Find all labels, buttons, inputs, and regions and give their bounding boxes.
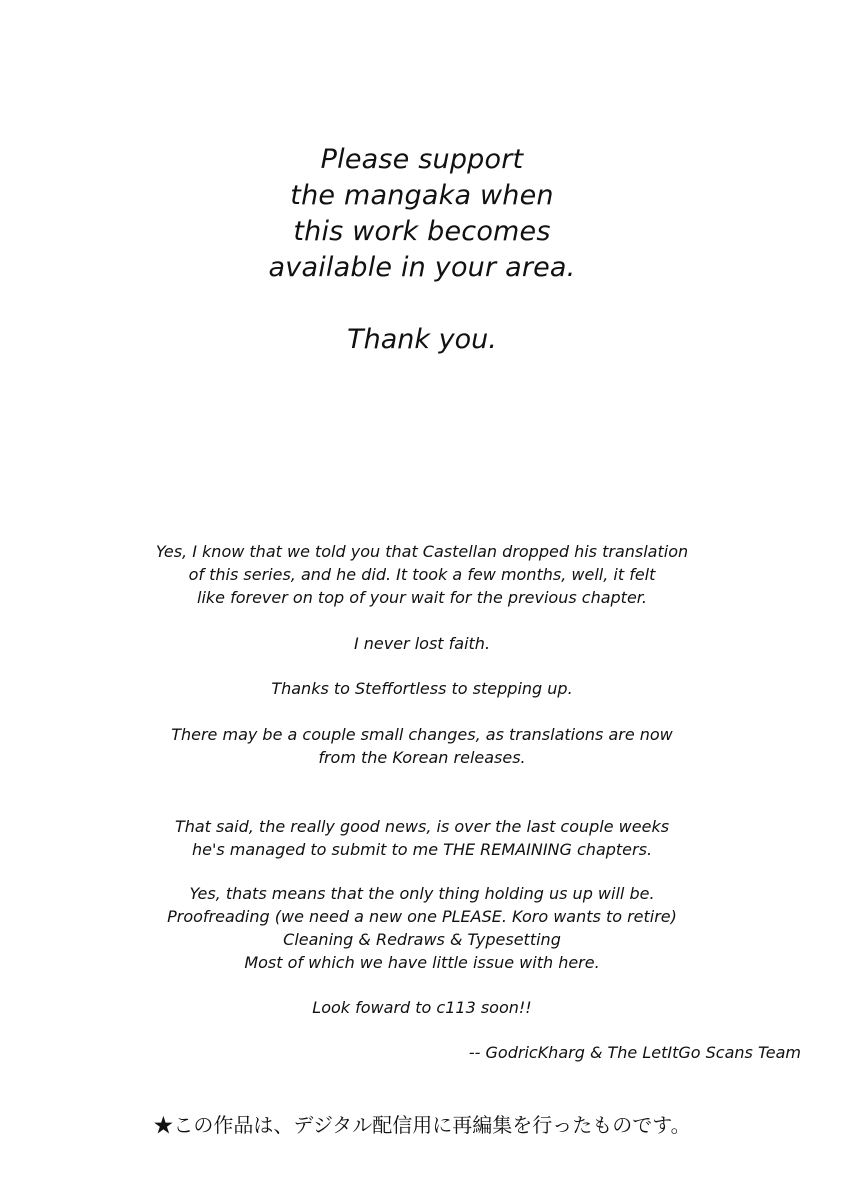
note-paragraph-4 xyxy=(0,882,844,974)
note-line: Yes, I know that we told you that Castellan dropped his translation xyxy=(155,542,689,561)
note-line: Cleaning & Redraws & Typesetting xyxy=(283,930,561,949)
support-line: available in your area. xyxy=(268,252,576,283)
japanese-notice: ★この作品は、デジタル配信用に再編集を行ったものです。 xyxy=(153,1113,691,1137)
note-faith: I never lost faith. xyxy=(353,634,491,653)
note-paragraph-1 xyxy=(0,540,844,609)
support-message xyxy=(0,142,844,286)
note-line: he's managed to submit to me THE REMAINING chapters. xyxy=(191,840,653,859)
support-line: the mangaka when xyxy=(290,180,554,211)
note-line: of this series, and he did. It took a few months, well, it felt xyxy=(188,565,656,584)
note-line: from the Korean releases. xyxy=(318,748,526,767)
support-line: Please support xyxy=(320,144,524,175)
note-line: There may be a couple small changes, as translations are now xyxy=(171,725,673,744)
note-paragraph-3 xyxy=(0,815,844,861)
note-paragraph-2 xyxy=(0,723,844,769)
team-signature: -- GodricKharg & The LetItGo Scans Team xyxy=(468,1043,801,1062)
note-look-forward: Look foward to c113 soon!! xyxy=(312,998,532,1017)
note-line: Yes, thats means that the only thing holding us up will be. xyxy=(189,884,655,903)
note-line: Proofreading (we need a new one PLEASE. Koro wants to retire) xyxy=(167,907,677,926)
note-line: Most of which we have little issue with here. xyxy=(244,953,600,972)
support-line: this work becomes xyxy=(293,216,551,247)
thank-you-text: Thank you. xyxy=(347,324,497,355)
note-line: like forever on top of your wait for the previous chapter. xyxy=(197,588,647,607)
note-line: That said, the really good news, is over the last couple weeks xyxy=(174,817,670,836)
note-thanks-translator: Thanks to Steffortless to stepping up. xyxy=(271,679,573,698)
